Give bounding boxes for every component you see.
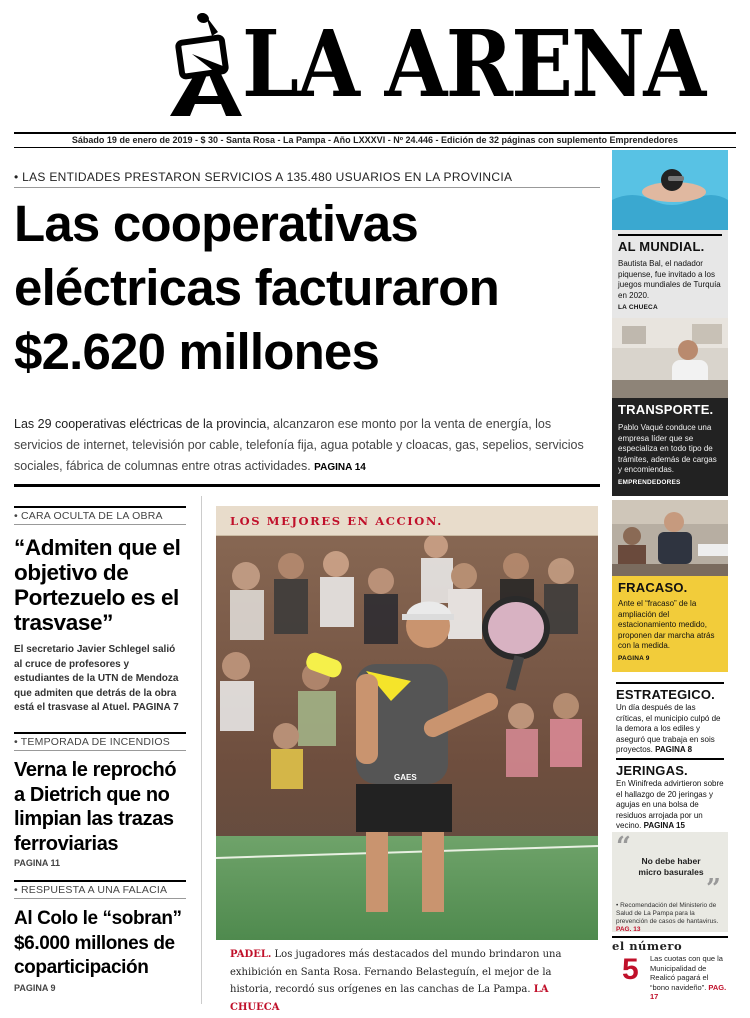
box-page-ref: PAGINA 15 xyxy=(643,821,685,830)
numero-value: 5 xyxy=(622,953,639,986)
photo-banner xyxy=(216,506,598,536)
transporte-photo[interactable] xyxy=(612,318,728,398)
open-quote-icon: “ xyxy=(616,832,631,862)
box-transporte[interactable] xyxy=(612,398,728,496)
story-verna[interactable] xyxy=(14,732,186,868)
story-portezuelo[interactable] xyxy=(14,506,186,716)
story-page-ref: PAGINA 7 xyxy=(132,702,179,713)
box-rule xyxy=(618,234,722,236)
caption-label: PADEL. xyxy=(230,949,272,960)
padel-player-image xyxy=(216,506,598,940)
logo[interactable] xyxy=(168,8,705,120)
lead-body xyxy=(14,414,598,478)
quote-text: No debe haber micro basurales xyxy=(638,856,704,877)
lead-headline-line-3: $2.620 millones xyxy=(14,323,380,380)
numero-title: el número xyxy=(612,936,728,953)
box-section: EMPRENDEDORES xyxy=(618,478,681,486)
box-text-wrap xyxy=(616,779,724,832)
box-text: Ante el “fracaso” de la ampliación del estacionamiento medido, proponen dar marcha atrás con la medida. xyxy=(618,599,715,650)
story-headline: Al Colo le “sobran” $6.000 millones de coparticipación xyxy=(14,908,182,978)
numero-text-wrap xyxy=(650,954,728,1002)
office-man-image xyxy=(612,318,728,398)
dateline: Sábado 19 de enero de 2019 - $ 30 - Santa Rosa - La Pampa - Año LXXXVI - Nº 24.446 - Edición de 32 páginas con suplemento Emprendedores xyxy=(14,132,736,148)
story-body-text: El secretario Javier Schlegel salió al cruce de profesores y estudiantes de la UTN de Mendoza que admiten que detrás de la obra está el trasvase al Atuel. xyxy=(14,644,179,713)
box-text: Un día después de las críticas, el municipio culpó de la demora a los ediles y aseguró que trabaja en sois proyectos. xyxy=(616,703,721,754)
box-el-numero[interactable] xyxy=(612,936,728,1002)
story-kicker: • RESPUESTA A UNA FALACIA xyxy=(14,880,186,896)
kicker-rule xyxy=(14,750,186,751)
story-page-ref: PAGINA 11 xyxy=(14,858,61,868)
story-page-ref: PAGINA 9 xyxy=(14,982,56,993)
box-al-mundial[interactable] xyxy=(612,230,728,318)
shirt-brand-label: GAES xyxy=(394,773,417,782)
numero-page-ref: PAG. 17 xyxy=(650,982,727,1001)
box-fracaso[interactable] xyxy=(612,576,728,672)
close-quote-icon: ” xyxy=(706,874,721,904)
lead-kicker-rule xyxy=(14,187,600,188)
lead-headline[interactable] xyxy=(14,192,604,384)
lead-body-first: Las 29 cooperativas eléctricas de la provincia, xyxy=(14,417,270,431)
lead-page-ref[interactable]: PAGINA 14 xyxy=(314,462,366,473)
box-title: FRACASO. xyxy=(618,580,688,595)
fracaso-photo[interactable] xyxy=(612,500,728,576)
swimmer-photo[interactable] xyxy=(612,150,728,230)
photo-banner-text: LOS MEJORES EN ACCION. xyxy=(230,514,443,528)
story-kicker: • TEMPORADA DE INCENDIOS xyxy=(14,732,186,748)
caption-section[interactable]: LA CHUECA xyxy=(230,984,549,1013)
story-kicker: • CARA OCULTA DE LA OBRA xyxy=(14,506,186,522)
photo-caption xyxy=(230,946,596,1016)
story-body xyxy=(14,643,186,716)
box-page-ref: PAGINA 8 xyxy=(655,745,693,754)
quote-box[interactable] xyxy=(612,832,728,932)
story-headline: “Admiten que el objetivo de Portezuelo es el trasvase” xyxy=(14,535,181,635)
kicker-rule xyxy=(14,898,186,899)
box-estrategico[interactable] xyxy=(612,680,728,754)
box-title: TRANSPORTE. xyxy=(618,402,714,417)
box-text-wrap xyxy=(616,703,724,756)
box-text: Pablo Vaqué conduce una empresa líder que se especializa en todo tipo de trámites, además de cargas y encomiendas. xyxy=(618,423,717,474)
kicker-rule xyxy=(14,524,186,525)
swimmer-image xyxy=(612,150,728,230)
box-title: AL MUNDIAL. xyxy=(618,239,705,254)
box-rule xyxy=(616,682,724,684)
numero-text: Las cuotas con que la Municipalidad de Realicó pagará el “bono navideño”. xyxy=(650,954,723,992)
quote-page-ref: PAG. 13 xyxy=(616,926,641,933)
quote-source xyxy=(616,902,726,934)
box-title: ESTRATEGICO. xyxy=(616,687,715,702)
caption-text: Los jugadores más destacados del mundo brindaron una exhibición en Santa Rosa. Fernando Belasteguín, el mejor de la historia, recordó sus orígenes en las canchas de La Pampa. xyxy=(230,949,562,995)
story-headline: Verna le reprochó a Dietrich que no limpian las trazas ferroviarias xyxy=(14,759,177,855)
box-rule xyxy=(616,758,724,760)
box-section: LA CHUECA xyxy=(618,304,658,311)
box-jeringas[interactable] xyxy=(612,756,728,830)
padel-photo[interactable] xyxy=(216,506,598,940)
lead-kicker: • LAS ENTIDADES PRESTARON SERVICIOS A 135.480 USUARIOS EN LA PROVINCIA xyxy=(14,170,513,184)
quote-source-text: • Recomendación del Ministerio de Salud de La Pampa para la prevención de casos de hantavirus. xyxy=(616,902,719,925)
lead-headline-line-1: Las cooperativas xyxy=(14,195,418,252)
lead-body-rest: alcanzaron ese monto por la venta de energía, los servicios de internet, televisión por cable, telefonía fija, agua potable y cloacas, gas, sepelios, servicios sociales, fábrica de columnas entre otras actividades. xyxy=(14,417,584,473)
box-text: En Winifreda advirtieron sobre el hallazgo de 20 jeringas y agujas en una bolsa de residuos arrojada por un vecino. xyxy=(616,779,724,830)
column-divider xyxy=(201,496,202,1004)
box-section: PAGINA 9 xyxy=(618,654,650,662)
masthead xyxy=(0,0,750,145)
officials-image xyxy=(612,500,728,576)
story-coparticipacion[interactable] xyxy=(14,880,186,993)
lead-headline-line-2: eléctricas facturaron xyxy=(14,259,499,316)
logo-text: LA ARENA xyxy=(242,10,705,118)
box-title: JERINGAS. xyxy=(616,763,688,778)
box-text: Bautista Bal, el nadador piquense, fue invitado a los juegos mundiales de Turquía en 2020. xyxy=(618,259,721,300)
lead-bottom-rule xyxy=(14,484,600,487)
